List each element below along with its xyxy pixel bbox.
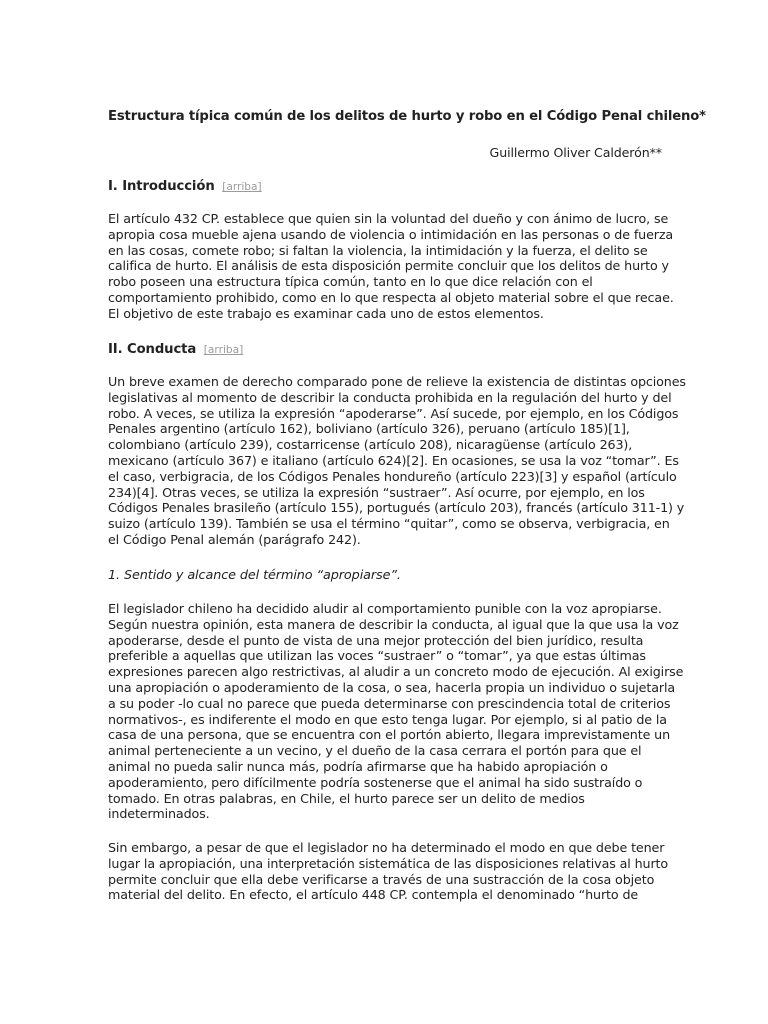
section-title: I. Introducción bbox=[108, 179, 215, 194]
paragraph-sin-embargo bbox=[108, 840, 668, 903]
text-line: califica de hurto. El análisis de esta disposición permite concluir que los delitos de hurto y bbox=[108, 258, 669, 274]
text-line: comportamiento prohibido, como en lo que respecta al objeto material sobre el que recae. bbox=[108, 289, 674, 305]
text-line: El objetivo de este trabajo es examinar cada uno de estos elementos. bbox=[108, 305, 544, 321]
text-line: El artículo 432 CP. establece que quien sin la voluntad del dueño y con ánimo de lucro, se bbox=[108, 211, 669, 226]
text-line: tomado. En otras palabras, en Chile, el hurto parece ser un delito de medios bbox=[108, 790, 585, 806]
text-line: lugar la apropiación, una interpretación sistemática de las disposiciones relativas al hurto bbox=[108, 855, 669, 871]
subsection-heading: 1. Sentido y alcance del término “apropiarse”. bbox=[108, 568, 401, 583]
text-line: Códigos Penales brasileño (artículo 155), portugués (artículo 203), francés (artículo 311-1) y bbox=[108, 500, 685, 516]
text-line: apoderamiento, pero difícilmente podría sostenerse que el animal ha sido sustraído o bbox=[108, 774, 643, 790]
text-line: Según nuestra opinión, esta manera de describir la conducta, al igual que la que usa la voz bbox=[108, 616, 679, 632]
text-line: apropia cosa mueble ajena usando de violencia o intimidación en las personas o de fuerza bbox=[108, 226, 674, 242]
text-line: preferible a aquellas que utilizan las voces “sustraer” o “tomar”, ya que estas últimas bbox=[108, 648, 646, 664]
text-line: material del delito. En efecto, el artículo 448 CP. contempla el denominado “hurto de bbox=[108, 887, 639, 903]
text-line: Sin embargo, a pesar de que el legislador no ha determinado el modo en que debe tener bbox=[108, 840, 665, 855]
text-line: indeterminados. bbox=[108, 806, 210, 822]
paragraph-introduccion bbox=[108, 211, 674, 322]
section-title: II. Conducta bbox=[108, 342, 197, 357]
text-line: el caso, verbigracia, de los Códigos Penales hondureño (artículo 223)[3] y español (artículo bbox=[108, 468, 677, 484]
text-line: expresiones parecen algo restrictivas, al aludir a un concreto modo de ejecución. Al exigirse bbox=[108, 664, 684, 680]
section-heading-introduccion bbox=[108, 179, 262, 194]
text-line: colombiano (artículo 239), costarricense (artículo 208), nicaragüense (artículo 263), bbox=[108, 437, 633, 453]
text-line: a su poder -lo cual no parece que pueda determinarse con prescindencia total de criterios bbox=[108, 695, 671, 711]
text-line: robo poseen una estructura típica común, tanto en lo que dice relación con el bbox=[108, 274, 593, 290]
text-line: normativos-, es indiferente el modo en que esto tenga lugar. Por ejemplo, si al patio de la bbox=[108, 711, 667, 727]
paragraph-conducta bbox=[108, 374, 686, 548]
text-line: animal perteneciente a un vecino, y el dueño de la casa cerrara el portón para que el bbox=[108, 743, 642, 759]
text-line: Penales argentino (artículo 162), boliviano (artículo 326), peruano (artículo 185)[1], bbox=[108, 421, 630, 437]
text-line: Un breve examen de derecho comparado pone de relieve la existencia de distintas opciones bbox=[108, 374, 686, 389]
text-line: robo. A veces, se utiliza la expresión “apoderarse”. Así sucede, por ejemplo, en los Códigos bbox=[108, 405, 679, 421]
text-line: apoderarse, desde el punto de vista de una mejor protección del bien jurídico, resulta bbox=[108, 632, 644, 648]
text-line: casa de una persona, que se encuentra con el portón abierto, llegara imprevistamente un bbox=[108, 727, 671, 743]
text-line: una apropiación o apoderamiento de la cosa, o sea, hacerla propia un individuo o sujetarla bbox=[108, 679, 676, 695]
text-line: legislativas al momento de describir la conducta prohibida en la regulación del hurto y del bbox=[108, 389, 672, 405]
text-line: 234)[4]. Otras veces, se utiliza la expresión “sustraer”. Así ocurre, por ejemplo, en los bbox=[108, 484, 645, 500]
back-to-top-link[interactable]: [arriba] bbox=[203, 344, 244, 356]
text-line: el Código Penal alemán (parágrafo 242). bbox=[108, 531, 361, 547]
section-heading-conducta bbox=[108, 342, 243, 357]
document-author: Guillermo Oliver Calderón** bbox=[489, 145, 662, 160]
paragraph-apropiarse bbox=[108, 601, 684, 822]
text-line: El legislador chileno ha decidido aludir al comportamiento punible con la voz apropiarse. bbox=[108, 601, 662, 616]
text-line: animal no pueda salir nunca más, podría afirmarse que ha habido apropiación o bbox=[108, 758, 608, 774]
text-line: en las cosas, comete robo; si faltan la violencia, la intimidación y la fuerza, el delito se bbox=[108, 242, 648, 258]
back-to-top-link[interactable]: [arriba] bbox=[222, 181, 262, 193]
document-title: Estructura típica común de los delitos de hurto y robo en el Código Penal chileno* bbox=[108, 109, 706, 124]
text-line: mexicano (artículo 367) e italiano (artículo 624)[2]. En ocasiones, se usa la voz “tomar”. Es bbox=[108, 452, 679, 468]
text-line: permite concluir que ella debe verificarse a través de una sustracción de la cosa objeto bbox=[108, 871, 655, 887]
text-line: suizo (artículo 139). También se usa el término “quitar”, como se observa, verbigracia, en bbox=[108, 516, 670, 532]
